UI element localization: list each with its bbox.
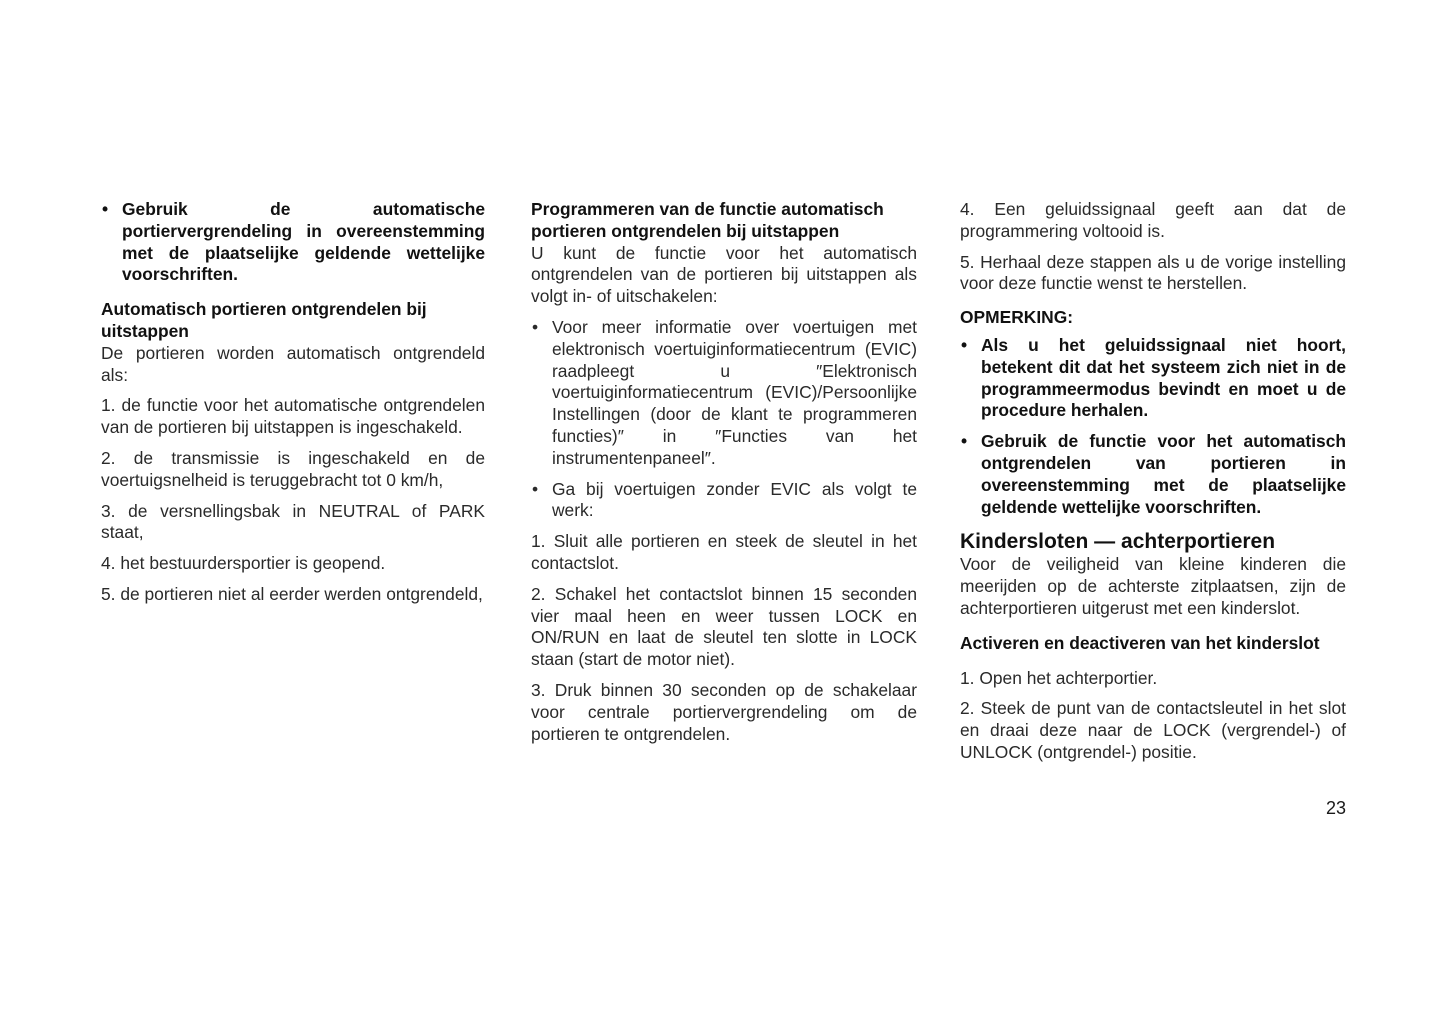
list-item: 1. Sluit alle portieren en steek de sleutel in het contactslot. xyxy=(531,531,917,573)
paragraph: Voor de veiligheid van kleine kinderen die meerijden op de achterste zitplaatsen, zijn de achterportieren uitgerust met een kinderslot. xyxy=(960,554,1346,618)
list-item: 3. Druk binnen 30 seconden op de schakelaar voor centrale portiervergrendeling om de portieren te ontgrendelen. xyxy=(531,679,917,744)
paragraph: U kunt de functie voor het automatisch ontgrendelen van de portieren bij uitstappen als volgt in- of uitschakelen: xyxy=(531,242,917,307)
list-item: 1. Open het achterportier. xyxy=(960,667,1158,688)
list-item: 2. Schakel het contactslot binnen 15 seconden vier maal heen en weer tussen LOCK en ON/RUN en laat de sleutel ten slotte in LOCK staan (start de motor niet). xyxy=(531,583,917,670)
section-heading: Programmeren van de functie automatisch portieren ontgrendelen bij uitstappen xyxy=(531,199,884,241)
column-middle xyxy=(531,199,917,754)
list-item xyxy=(101,199,485,286)
note-text: Gebruik de functie voor het automatisch ontgrendelen van portieren in overeenstemming met de plaatselijke geldende wettelijke voorschriften. xyxy=(981,431,1346,517)
column-left xyxy=(101,199,485,615)
list-item: 4. Een geluidssignaal geeft aan dat de programmering voltooid is. xyxy=(960,199,1346,241)
list-item: 1. de functie voor het automatische ontgrendelen van de portieren bij uitstappen is ingeschakeld. xyxy=(101,395,485,438)
bullet-icon: • xyxy=(961,334,968,355)
list-item: 3. de versnellingsbak in NEUTRAL of PARK staat, xyxy=(101,500,485,543)
info-list xyxy=(531,317,917,522)
section-title: Kindersloten — achterportieren xyxy=(960,530,1276,554)
sub-heading: Activeren en deactiveren van het kinderslot xyxy=(960,632,1320,653)
paragraph: De portieren worden automatisch ontgrendeld als: xyxy=(101,342,485,385)
list-item xyxy=(960,335,1346,422)
bullet-icon: • xyxy=(532,478,539,499)
bullet-icon: • xyxy=(102,199,109,219)
list-item xyxy=(960,431,1346,518)
note-list xyxy=(960,335,1346,518)
column-right xyxy=(960,199,1346,773)
list-item xyxy=(531,479,917,523)
list-item-text: Ga bij voertuigen zonder EVIC als volgt te werk: xyxy=(552,478,917,521)
note-label: OPMERKING: xyxy=(960,307,1074,328)
list-item: 2. Steek de punt van de contactsleutel in het slot en draai deze naar de LOCK (vergrendel-) of UNLOCK (ontgrendel-) positie. xyxy=(960,698,1346,762)
bullet-icon: • xyxy=(532,316,539,337)
list-item: 4. het bestuurdersportier is geopend. xyxy=(101,553,386,574)
bullet-icon: • xyxy=(961,431,968,452)
warning-text: Gebruik de automatische portiervergrendeling in overeenstemming met de plaatselijke geldende wettelijke voorschriften. xyxy=(122,199,485,285)
list-item: 2. de transmissie is ingeschakeld en de voertuigsnelheid is teruggebracht tot 0 km/h, xyxy=(101,447,485,490)
list-item xyxy=(531,317,917,470)
page-number: 23 xyxy=(1325,798,1346,818)
list-item: 5. Herhaal deze stappen als u de vorige instelling voor deze functie wenst te herstellen. xyxy=(960,251,1346,294)
list-item-text: Voor meer informatie over voertuigen met elektronisch voertuiginformatiecentrum (EVIC) raadpleegt u ″Elektronisch voertuiginformatiecentrum (EVIC)/Persoonlijke Instellingen (door de klant te programmeren functies)″ in ″Functies van het instrumentenpaneel″. xyxy=(552,316,917,468)
list-item: 5. de portieren niet al eerder werden ontgrendeld, xyxy=(101,583,483,604)
warning-list xyxy=(101,199,485,286)
section-heading: Automatisch portieren ontgrendelen bij uitstappen xyxy=(101,299,427,341)
note-text: Als u het geluidssignaal niet hoort, betekent dit dat het systeem zich niet in de programmeermodus bevindt en moet u de procedure herhalen. xyxy=(981,334,1346,421)
